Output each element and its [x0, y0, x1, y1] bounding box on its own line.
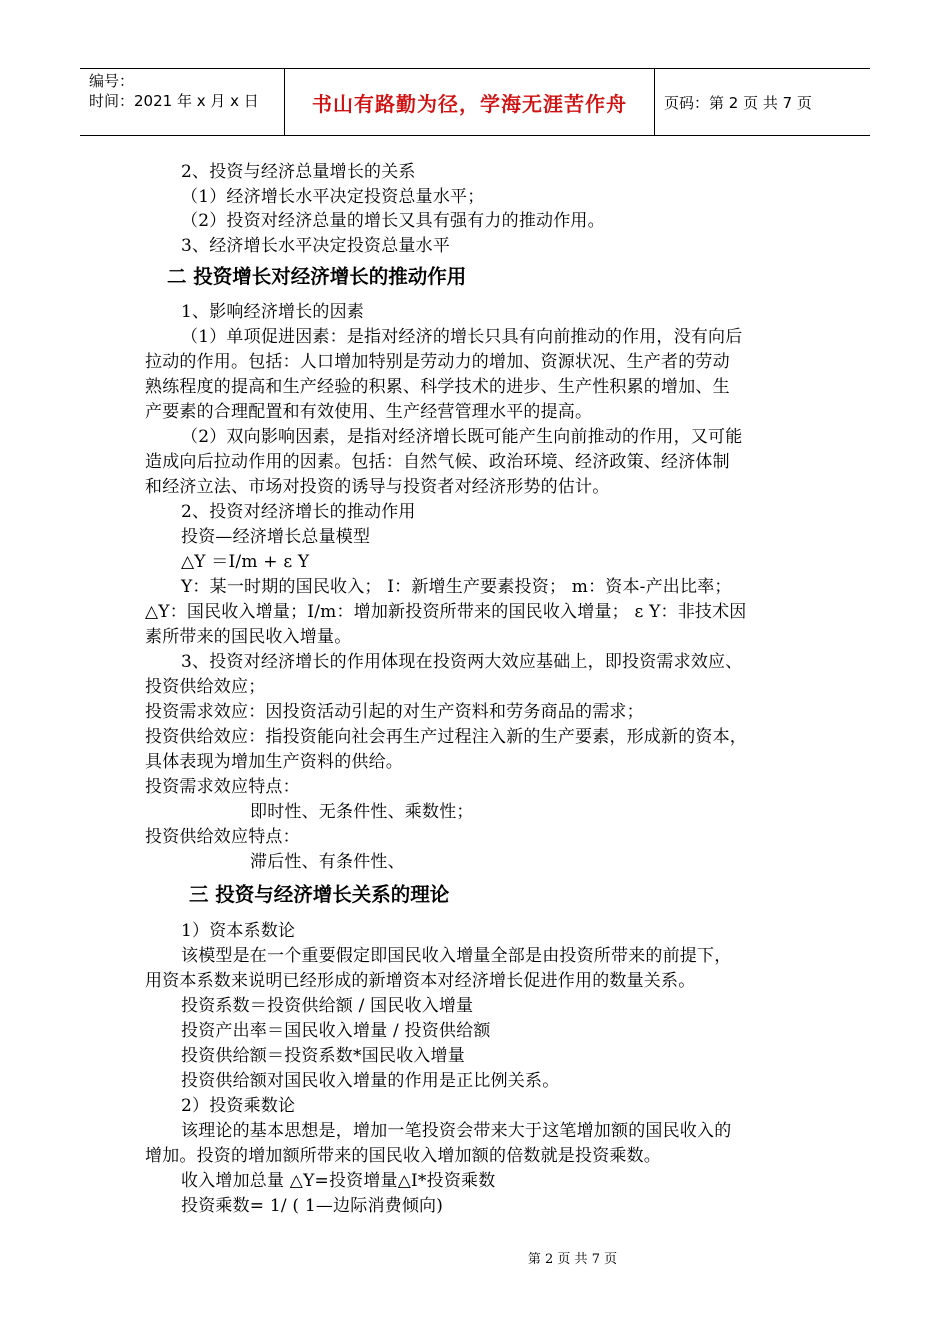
text-line: （1）单项促进因素：是指对经济的增长只具有向前推动的作用，没有向后 [181, 327, 743, 347]
text-line: 1、影响经济增长的因素 [181, 302, 365, 322]
formula-line: 投资供给额＝投资系数*国民收入增量 [181, 1046, 465, 1066]
text-line: 产要素的合理配置和有效使用、生产经营管理水平的提高。 [145, 402, 593, 422]
formula-line: 投资乘数= 1/ ( 1—边际消费倾向) [181, 1196, 444, 1216]
text-line: 投资供给效应特点： [145, 827, 300, 847]
text-line: 投资供给效应：指投资能向社会再生产过程注入新的生产要素，形成新的资本， [145, 727, 747, 747]
text-line: 该模型是在一个重要假定即国民收入增量全部是由投资所带来的前提下， [181, 946, 732, 966]
text-line: 2、投资对经济增长的推动作用 [181, 502, 416, 522]
text-line: 拉动的作用。包括：人口增加特别是劳动力的增加、资源状况、生产者的劳动 [145, 352, 730, 372]
text-line: 熟练程度的提高和生产经验的积累、科学技术的进步、生产性积累的增加、生 [145, 377, 730, 397]
formula-line: △Y ＝I/m + ε Y [181, 552, 310, 572]
text-line: Y：某一时期的国民收入； I：新增生产要素投资； m：资本-产出比率； [181, 577, 732, 597]
text-line: （2）双向影响因素，是指对经济增长既可能产生向前推动的作用，又可能 [181, 427, 743, 447]
text-line: 投资需求效应：因投资活动引起的对生产资料和劳务商品的需求； [145, 702, 644, 722]
text-line: 增加。投资的增加额所带来的国民收入增加额的倍数就是投资乘数。 [145, 1146, 661, 1166]
document-body [145, 160, 815, 1219]
formula-line: 投资系数＝投资供给额 / 国民收入增量 [181, 996, 474, 1016]
text-line: 和经济立法、市场对投资的诱导与投资者对经济形势的估计。 [145, 477, 610, 497]
text-line: 2、投资与经济总量增长的关系 [181, 162, 416, 182]
section-heading: 三 投资与经济增长关系的理论 [189, 883, 450, 906]
header-meta [80, 69, 284, 135]
formula-line: 投资产出率＝国民收入增量 / 投资供给额 [181, 1021, 491, 1041]
page-header [80, 68, 870, 136]
text-line: 用资本系数来说明已经形成的新增资本对经济增长促进作用的数量关系。 [145, 971, 696, 991]
text-line: 3、经济增长水平决定投资总量水平 [181, 235, 451, 256]
doc-date-label: 时间：2021 年 x 月 x 日 [89, 92, 259, 110]
text-line: （1）经济增长水平决定投资总量水平； [181, 186, 485, 207]
text-line: 素所带来的国民收入增量。 [145, 627, 352, 647]
doc-number-label: 编号： [89, 72, 135, 90]
page-footer: 第 2 页 共 7 页 [527, 1252, 618, 1267]
text-line: △Y：国民收入增量；I/m：增加新投资所带来的国民收入增量； ε Y：非技术因 [145, 602, 747, 622]
text-line: 滞后性、有条件性、 [250, 852, 405, 872]
header-page-label: 页码：第 2 页 共 7 页 [664, 93, 812, 112]
text-line: 3、投资对经济增长的作用体现在投资两大效应基础上，即投资需求效应、 [181, 652, 743, 672]
header-motto: 书山有路勤为径，学海无涯苦作舟 [284, 69, 655, 135]
text-line: 投资需求效应特点： [145, 777, 300, 797]
text-line: 具体表现为增加生产资料的供给。 [145, 752, 403, 772]
text-line: 投资供给额对国民收入增量的作用是正比例关系。 [181, 1071, 560, 1091]
formula-line: 收入增加总量 △Y=投资增量△I*投资乘数 [181, 1171, 496, 1191]
text-line: 即时性、无条件性、乘数性； [250, 802, 474, 822]
text-line: 造成向后拉动作用的因素。包括：自然气候、政治环境、经济政策、经济体制 [145, 452, 730, 472]
text-line: 投资供给效应； [145, 677, 266, 697]
text-line: 该理论的基本思想是，增加一笔投资会带来大于这笔增加额的国民收入的 [181, 1121, 732, 1141]
text-line: 2）投资乘数论 [181, 1096, 296, 1116]
section-heading: 二 投资增长对经济增长的推动作用 [167, 265, 467, 288]
text-line: 投资—经济增长总量模型 [181, 527, 371, 547]
text-line: 1）资本系数论 [181, 921, 296, 941]
text-line: （2）投资对经济总量的增长又具有强有力的推动作用。 [181, 211, 605, 231]
